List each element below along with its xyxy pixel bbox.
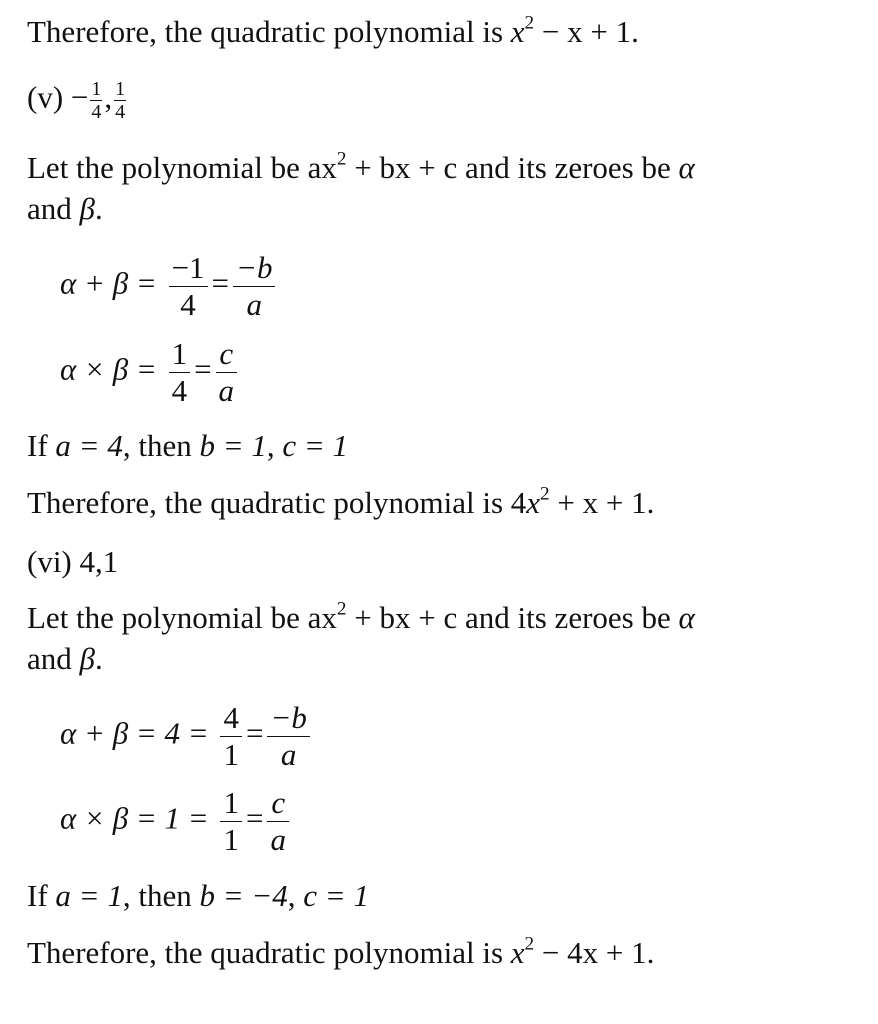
let-text: Let the polynomial be ax	[27, 600, 337, 635]
equation-lhs: α × β = 1 =	[60, 800, 209, 836]
and-text: and	[27, 191, 72, 226]
result-exponent: 2	[524, 12, 535, 34]
if-text: If	[27, 878, 48, 913]
part-v-zero1-fraction	[90, 78, 102, 123]
product-fraction-1	[220, 785, 242, 857]
fraction-denominator: 1	[223, 821, 239, 857]
part-vi-let-line	[27, 598, 695, 635]
part-v-label: (v) −	[27, 79, 89, 115]
condition-c: c = 1	[282, 428, 349, 463]
fraction-numerator: −b	[267, 700, 309, 737]
fraction-numerator: c	[216, 336, 238, 373]
fraction-numerator: 1	[91, 78, 102, 100]
part-vi-result-line	[27, 933, 655, 970]
if-text: If	[27, 428, 48, 463]
part-vi-condition-line	[27, 880, 369, 913]
let-suffix: + bx + c and its zeroes be	[346, 600, 671, 635]
part-vi-product-equation: α × β = 1 = $\frac{1}{1}$ = $\frac{c}{a}$	[60, 785, 293, 857]
fraction-denominator: a	[270, 821, 286, 857]
result-remainder: − x + 1	[534, 14, 632, 49]
part-vi-and-beta-line	[27, 643, 103, 676]
part-v-heading	[27, 78, 128, 123]
therefore-text: Therefore, the quadratic polynomial is	[27, 935, 504, 970]
part-v-product-equation: α × β = $\frac{1}{4}$ = $\frac{c}{a}$	[60, 336, 241, 408]
result-variable: x	[526, 485, 541, 520]
equation-lhs: α + β = 4 =	[60, 715, 209, 751]
period: .	[94, 641, 103, 676]
sum-fraction-1	[169, 250, 208, 322]
let-suffix: + bx + c and its zeroes be	[346, 150, 671, 185]
condition-a: a = 1	[55, 878, 123, 913]
alpha-symbol: α	[678, 150, 695, 185]
product-fraction-2	[267, 785, 289, 857]
part-vi-label: (vi) 4,1	[27, 544, 119, 579]
fraction-numerator: 1	[115, 78, 126, 100]
equation-lhs: α × β =	[60, 351, 157, 387]
fraction-denominator: 4	[180, 286, 196, 322]
period: .	[94, 191, 103, 226]
therefore-text: Therefore, the quadratic polynomial is	[27, 485, 504, 520]
fraction-numerator: −1	[169, 250, 208, 287]
therefore-text: Therefore, the quadratic polynomial is	[27, 14, 504, 49]
part-v-condition-line	[27, 430, 348, 463]
sum-fraction-2	[233, 250, 275, 322]
result-exponent: 2	[524, 933, 535, 955]
result-variable: x	[510, 14, 525, 49]
fraction-denominator: a	[246, 286, 262, 322]
period: .	[631, 14, 639, 49]
previous-result-line	[27, 12, 639, 49]
fraction-denominator: a	[280, 736, 297, 772]
sum-fraction-1	[220, 700, 242, 772]
comma: ,	[104, 79, 113, 115]
comma: ,	[287, 878, 296, 913]
fraction-denominator: 4	[115, 101, 126, 123]
then-text: , then	[122, 878, 192, 913]
fraction-denominator: 1	[223, 736, 239, 772]
part-vi-sum-equation: α + β = 4 = $\frac{4}{1}$ = $\frac{-b}{a}$	[60, 700, 314, 772]
fraction-numerator: c	[267, 785, 289, 822]
period: .	[646, 485, 655, 520]
condition-b: b = −4	[199, 878, 288, 913]
equation-lhs: α + β =	[60, 265, 157, 301]
fraction-numerator: 4	[220, 700, 242, 737]
and-text: and	[27, 641, 72, 676]
alpha-symbol: α	[678, 600, 695, 635]
condition-b: b = 1	[199, 428, 267, 463]
fraction-denominator: a	[218, 372, 235, 408]
comma: ,	[266, 428, 275, 463]
part-v-sum-equation: α + β = $\frac{-1}{4}$ = $\frac{-b}{a}$	[60, 250, 279, 322]
part-vi-heading	[27, 546, 118, 579]
part-v-and-beta-line	[27, 193, 103, 226]
period: .	[646, 935, 655, 970]
product-fraction-1	[169, 336, 191, 408]
beta-symbol: β	[79, 191, 95, 226]
beta-symbol: β	[79, 641, 95, 676]
part-v-result-line	[27, 483, 655, 520]
fraction-numerator: −b	[233, 250, 275, 287]
sum-fraction-2	[267, 700, 309, 772]
exponent: 2	[336, 148, 347, 170]
result-exponent: 2	[540, 483, 550, 505]
part-v-let-line	[27, 148, 695, 185]
condition-c: c = 1	[303, 878, 369, 913]
result-remainder: − 4x + 1	[534, 935, 647, 970]
condition-a: a = 4	[55, 428, 123, 463]
let-text: Let the polynomial be ax	[27, 150, 337, 185]
fraction-numerator: 1	[220, 785, 242, 822]
part-v-zero2-fraction	[114, 78, 126, 123]
fraction-denominator: 4	[91, 101, 102, 123]
result-variable: x	[510, 935, 525, 970]
product-fraction-2	[216, 336, 238, 408]
result-coefficient: 4	[510, 485, 527, 520]
result-remainder: + x + 1	[549, 485, 647, 520]
fraction-denominator: 4	[171, 372, 188, 408]
then-text: , then	[122, 428, 192, 463]
fraction-numerator: 1	[169, 336, 191, 373]
exponent: 2	[336, 598, 347, 620]
